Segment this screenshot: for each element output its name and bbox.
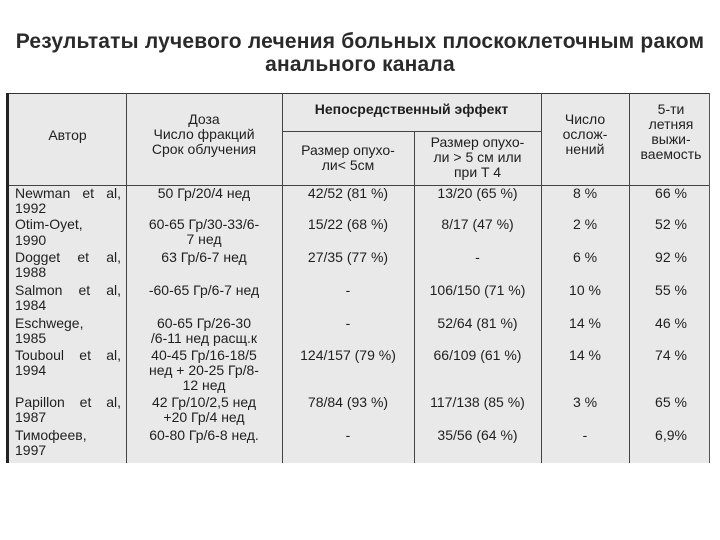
table-row-dose: 63 Гр/6-7 нед	[161, 249, 247, 265]
table-row-author: Тимофеев,	[15, 427, 87, 443]
table-row-size-large: 66/109 (61 %)	[433, 347, 522, 363]
table-row-size-large: 117/138 (85 %)	[430, 394, 525, 410]
table-row-complications: 14 %	[569, 315, 601, 331]
header-survival: 5-ти летняя выжи- ваемость	[640, 101, 702, 162]
table-row-year: 1990	[15, 232, 47, 248]
table-row-survival: 66 %	[655, 185, 687, 201]
header-size-large: Размер опухо- ли > 5 см или при T 4	[430, 134, 525, 180]
table-row-year: 1984	[15, 297, 47, 313]
table-row-author: Touboul et al,	[15, 347, 121, 363]
header-subdivider	[282, 131, 541, 132]
title-line-1: Результаты лучевого лечения больных плоскоклеточным раком	[15, 30, 705, 53]
table-row-survival: 52 %	[655, 216, 687, 232]
table-row-size-small: 78/84 (93 %)	[307, 394, 389, 410]
table-row-year: 1987	[15, 409, 47, 425]
table-row-size-large: -	[475, 249, 480, 265]
table-row-author: Papillon et al,	[15, 394, 121, 410]
table-row-size-large: 35/56 (64 %)	[437, 427, 518, 443]
table-row-complications: 10 %	[569, 282, 601, 298]
title-line-2: анального канала	[265, 53, 455, 76]
table-row-year: 1992	[15, 200, 47, 216]
table-row-dose: 60-65 Гр/26-30 /6-11 нед расщ.к	[150, 315, 258, 346]
table-row-size-small: 15/22 (68 %)	[307, 216, 389, 232]
table-row-dose: 42 Гр/10/2,5 нед +20 Гр/4 нед	[151, 394, 257, 425]
table-row-size-large: 52/64 (81 %)	[437, 315, 518, 331]
header-size-small: Размер опухо- ли< 5см	[301, 142, 395, 173]
table-row-size-large: 13/20 (65 %)	[437, 185, 518, 201]
table-row-dose: -60-65 Гр/6-7 нед	[148, 282, 260, 298]
table-row-size-large: 106/150 (71 %)	[429, 282, 526, 298]
table-row-complications: 8 %	[572, 185, 598, 201]
table-row-author: Salmon et al,	[15, 282, 121, 298]
table-row-dose: 60-65 Гр/30-33/6- 7 нед	[148, 216, 260, 247]
page-title	[0, 30, 720, 76]
table-row-complications: 3 %	[572, 394, 598, 410]
table-row-size-small: 124/157 (79 %)	[300, 347, 396, 363]
table-row-survival: 65 %	[655, 394, 687, 410]
table-top-border	[9, 93, 709, 94]
header-complications: Число ослож- нений	[562, 111, 608, 157]
table-row-survival: 55 %	[655, 282, 687, 298]
results-table	[6, 93, 710, 463]
table-row-year: 1988	[15, 264, 47, 280]
table-row-author: Otim-Oyet,	[15, 216, 83, 232]
table-row-author: Dogget et al,	[15, 249, 121, 265]
table-row-complications: 6 %	[572, 249, 598, 265]
table-row-complications: -	[582, 427, 588, 443]
table-row-size-large: 8/17 (47 %)	[441, 216, 514, 232]
table-row-size-small: -	[345, 282, 351, 298]
table-row-size-small: 42/52 (81 %)	[307, 185, 389, 201]
table-row-dose: 50 Гр/20/4 нед	[157, 185, 251, 201]
table-row-survival: 46 %	[655, 315, 687, 331]
table-row-survival: 6,9%	[655, 427, 687, 443]
table-row-year: 1997	[15, 442, 47, 458]
table-row-survival: 74 %	[655, 347, 687, 363]
table-row-author: Eschwege,	[15, 315, 84, 331]
header-author: Автор	[48, 127, 87, 143]
table-row-survival: 92 %	[655, 249, 687, 265]
table-row-size-small: -	[345, 427, 351, 443]
table-row-complications: 2 %	[572, 216, 598, 232]
table-row-size-small: 27/35 (77 %)	[307, 249, 389, 265]
table-row-size-small: -	[345, 315, 351, 331]
header-immediate-effect: Непосредственный эффект	[314, 101, 509, 117]
table-row-author: Newman et al,	[15, 185, 121, 201]
table-row-dose: 60-80 Гр/6-8 нед.	[149, 427, 259, 443]
table-row-year: 1985	[15, 330, 47, 346]
header-dose: Доза Число фракций Срок облучения	[151, 111, 257, 157]
table-row-complications: 14 %	[569, 347, 601, 363]
table-row-dose: 40-45 Гр/16-18/5 нед + 20-25 Гр/8- 12 нед	[149, 347, 259, 393]
table-row-year: 1994	[15, 362, 47, 378]
